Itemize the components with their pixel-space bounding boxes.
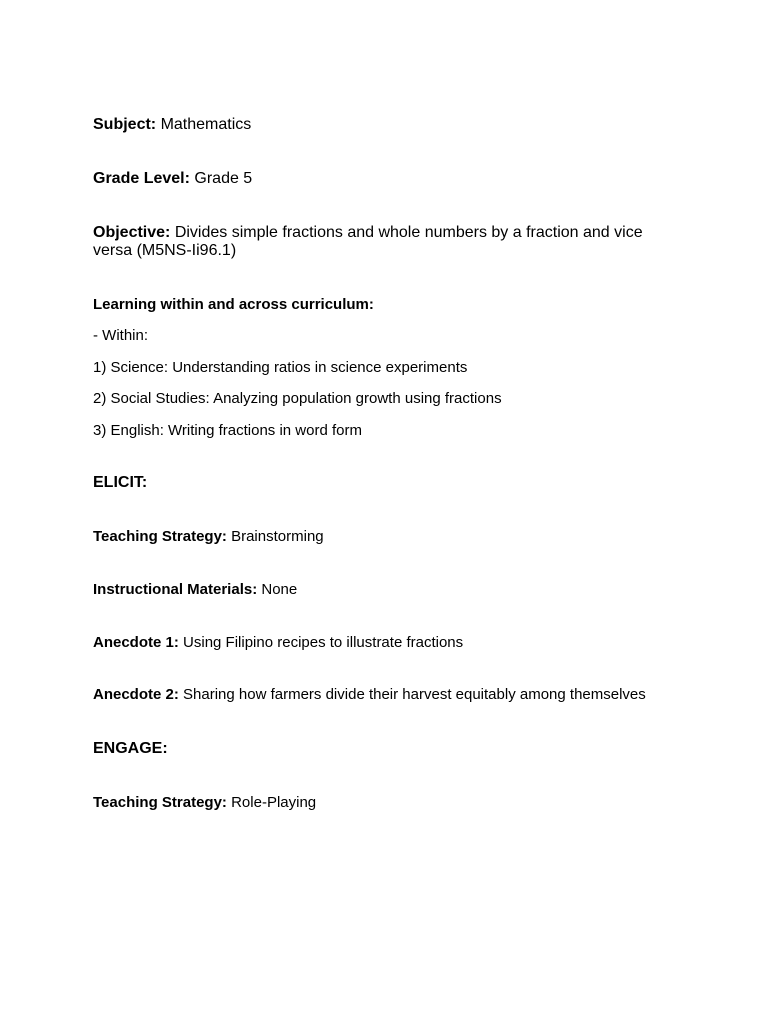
- objective-value: Divides simple fractions and whole numbers by a fraction and vice versa (M5NS-Ii96.1): [93, 224, 643, 259]
- learning-heading-text: Learning within and across curriculum:: [93, 296, 374, 313]
- learning-item-2: 2) Social Studies: Analyzing population growth using fractions: [93, 390, 502, 407]
- engage-strategy-label: Teaching Strategy:: [93, 794, 227, 811]
- learning-item-3: 3) English: Writing fractions in word form: [93, 422, 362, 439]
- learning-item-1: 1) Science: Understanding ratios in science experiments: [93, 359, 468, 376]
- subject-value: Mathematics: [160, 116, 252, 133]
- grade-level-label: Grade Level:: [93, 170, 190, 187]
- elicit-materials-line: [93, 581, 297, 598]
- anecdote-1-value: Using Filipino recipes to illustrate fractions: [183, 634, 464, 651]
- anecdote-2-value: Sharing how farmers divide their harvest equitably among themselves: [183, 686, 646, 703]
- elicit-materials-value: None: [261, 581, 298, 598]
- elicit-materials-label: Instructional Materials:: [93, 581, 258, 598]
- anecdote-1-label: Anecdote 1:: [93, 634, 179, 651]
- grade-level-line: [93, 170, 252, 188]
- elicit-strategy-value: Brainstorming: [231, 528, 324, 545]
- anecdote-2-line: [93, 686, 646, 703]
- engage-strategy-line: [93, 794, 316, 811]
- objective-line: [93, 224, 683, 260]
- engage-heading-text: ENGAGE:: [93, 740, 168, 757]
- elicit-heading-text: ELICIT:: [93, 474, 148, 491]
- learning-heading: [93, 296, 374, 313]
- elicit-strategy-label: Teaching Strategy:: [93, 528, 227, 545]
- learning-within: - Within:: [93, 327, 149, 344]
- anecdote-1-line: [93, 634, 463, 651]
- subject-line: [93, 116, 251, 134]
- elicit-heading: [93, 474, 147, 492]
- elicit-strategy-line: [93, 528, 324, 545]
- objective-label: Objective:: [93, 224, 171, 241]
- engage-strategy-value: Role-Playing: [231, 794, 317, 811]
- subject-label: Subject:: [93, 116, 157, 133]
- anecdote-2-label: Anecdote 2:: [93, 686, 179, 703]
- grade-level-value: Grade 5: [194, 170, 253, 187]
- engage-heading: [93, 740, 168, 758]
